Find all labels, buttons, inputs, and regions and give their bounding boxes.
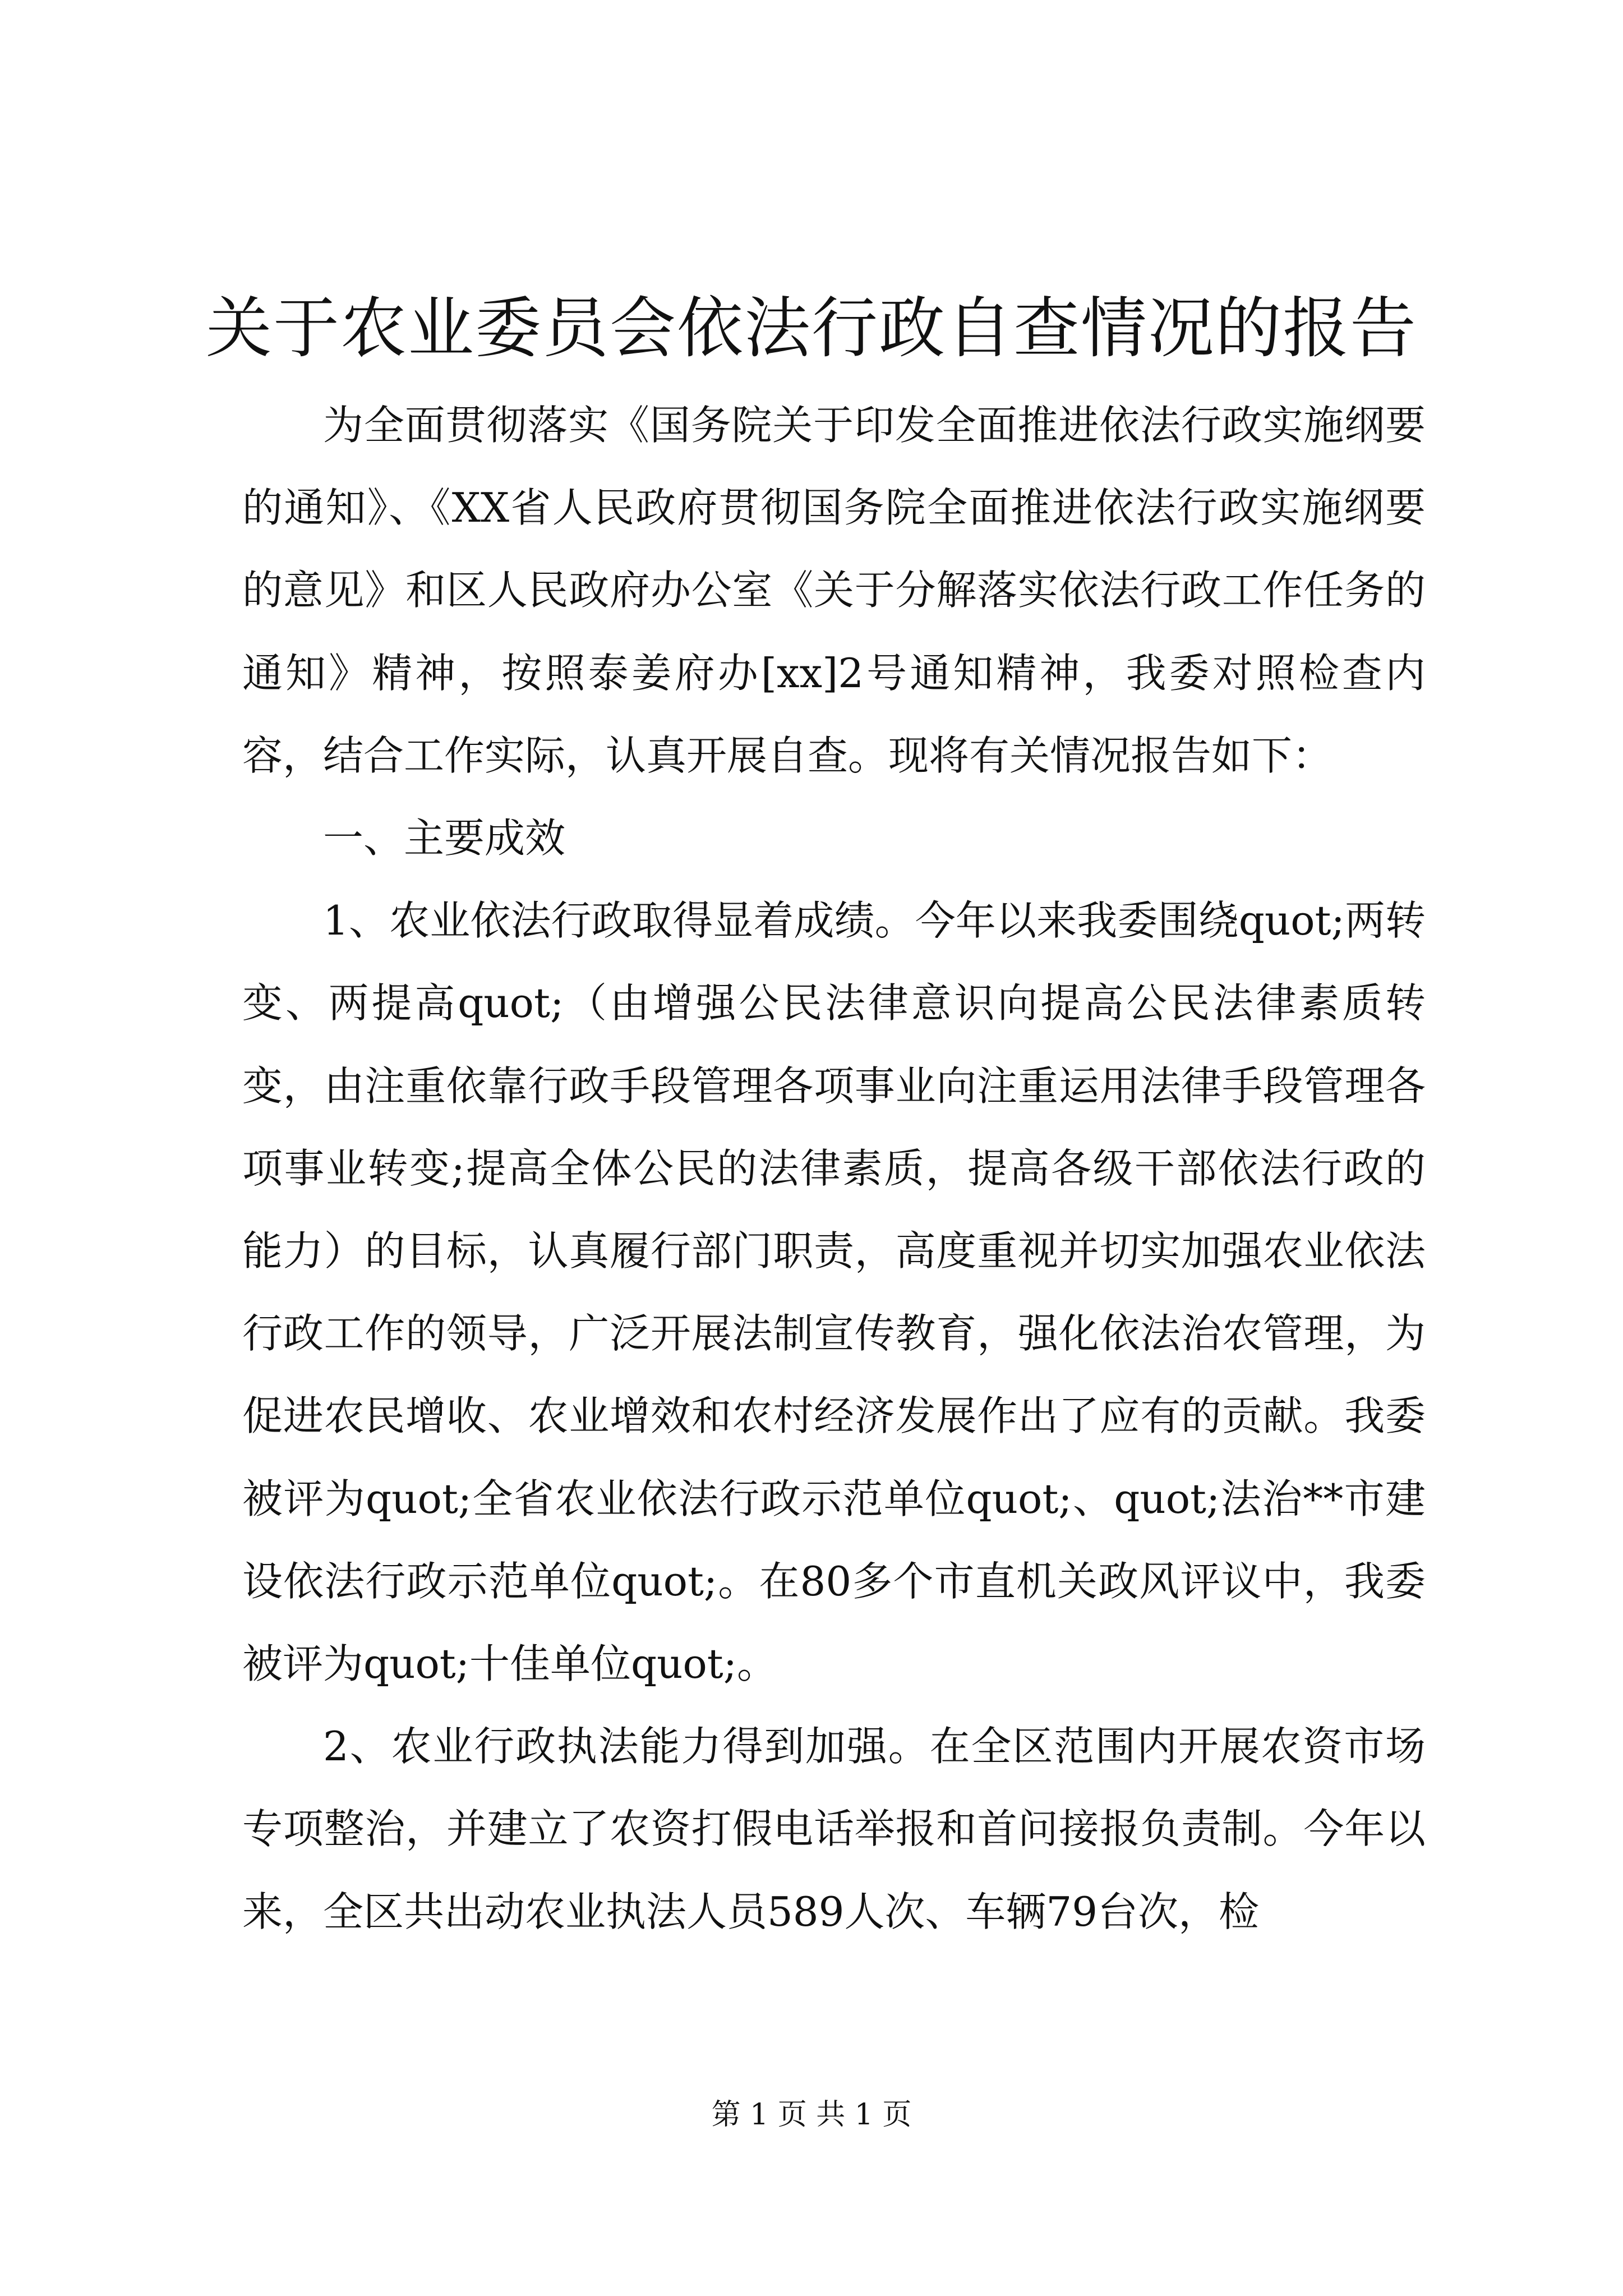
paragraph-item-1: 1、农业依法行政取得显着成绩。今年以来我委围绕quot;两转变、两提高quot;（由增强公民法律意识向提高公民法律素质转变，由注重依靠行政手段管理各项事业向注重运用法律手段管理各项事业转变;提高全体公民的法律素质，提高各级干部依法行政的能力）的目标，认真履行部门职责，高度重视并切实加强农业依法行政工作的领导，广泛开展法制宣传教育，强化依法治农管理，为促进农民增收、农业增效和农村经济发展作出了应有的贡献。我委被评为quot;全省农业依法行政示范单位quot;、quot;法治**市建设依法行政示范单位quot;。在80多个市直机关政风评议中，我委被评为quot;十佳单位quot;。 [242,897,1426,1688]
paragraph-intro: 为全面贯彻落实《国务院关于印发全面推进依法行政实施纲要的通知》、《XX省人民政府贯彻国务院全面推进依法行政实施纲要的意见》和区人民政府办公室《关于分解落实依法行政工作任务的通知》精神，按照泰姜府办[xx]2号通知精神，我委对照检查内容，结合工作实际，认真开展自查。现将有关情况报告如下： [242,402,1426,779]
paragraph-item-2: 2、农业行政执法能力得到加强。在全区范围内开展农资市场专项整治，并建立了农资打假电话举报和首问接报负责制。今年以来，全区共出动农业执法人员589人次、车辆79台次，检 [242,1723,1426,1935]
document-title: 关于农业委员会依法行政自查情况的报告 [205,289,1417,367]
page-number-footer: 第 1 页 共 1 页 [711,2098,912,2132]
section-heading-main-results: 一、主要成效 [323,815,566,862]
document-body [242,384,1426,1953]
